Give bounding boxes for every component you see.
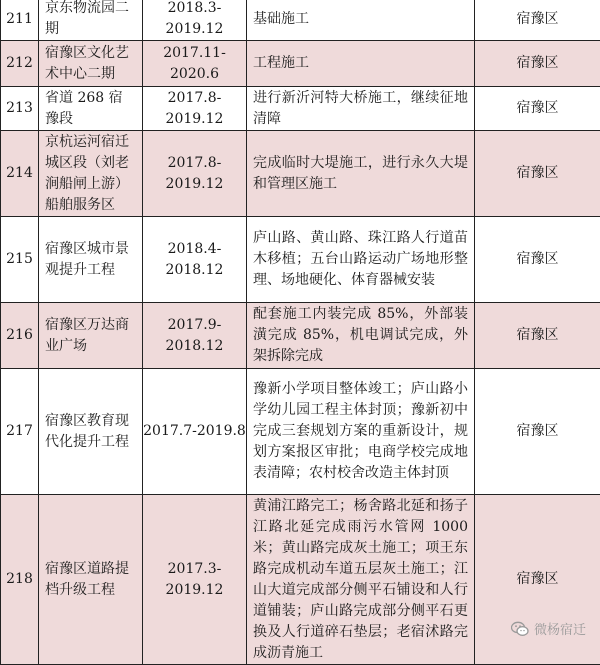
row-number-cell: 218 xyxy=(1,495,39,665)
project-name-cell: 京东物流园二期 xyxy=(39,0,143,41)
progress-cell: 完成临时大堤施工，进行永久大堤和管理区施工 xyxy=(247,131,475,217)
progress-cell: 庐山路、黄山路、珠江路人行道苗木移植；五台山路运动广场地形整理、场地硬化、体育器械安装 xyxy=(247,217,475,303)
progress-cell: 豫新小学项目整体竣工；庐山路小学幼儿园工程主体封顶；豫新初中完成三套规划方案的重新设计，规划方案报区审批；电商学校完成地表清障；农村校舍改造主体封顶 xyxy=(247,369,475,495)
construction-period-cell: 2017.11-2020.6 xyxy=(143,41,247,87)
table-row xyxy=(1,217,600,303)
watermark-text: 微杨宿迁 xyxy=(534,619,586,638)
project-name-cell: 宿豫区文化艺术中心二期 xyxy=(39,41,143,87)
table-row xyxy=(1,369,600,495)
construction-period-cell: 2017.3-2019.12 xyxy=(143,495,247,665)
region-cell: 宿豫区 xyxy=(475,41,600,87)
table-row xyxy=(1,41,600,87)
watermark xyxy=(511,619,586,638)
row-number-cell: 215 xyxy=(1,217,39,303)
wechat-icon xyxy=(511,621,529,637)
construction-period-cell: 2018.3-2019.12 xyxy=(143,0,247,41)
construction-period-cell: 2017.9-2018.12 xyxy=(143,303,247,369)
project-name-cell: 宿豫区道路提档升级工程 xyxy=(39,495,143,665)
row-number-cell: 212 xyxy=(1,41,39,87)
construction-period-cell: 2017.8-2019.12 xyxy=(143,87,247,131)
table-row xyxy=(1,303,600,369)
project-name-cell: 宿豫区万达商业广场 xyxy=(39,303,143,369)
progress-cell: 黄浦江路完工；杨舍路北延和扬子江路北延完成雨污水管网 1000 米；黄山路完成灰土施工；项王东路完成机动车道五层灰土施工；江山大道完成部分侧平石铺设和人行道铺装；庐山路完成部分侧平石更换及人行道碎石垫层；老宿沭路完成沥青施工 xyxy=(247,495,475,665)
row-number-cell: 211 xyxy=(1,0,39,41)
row-number-cell: 213 xyxy=(1,87,39,131)
construction-period-cell: 2017.7-2019.8 xyxy=(143,369,247,495)
construction-period-cell: 2018.4-2018.12 xyxy=(143,217,247,303)
project-name-cell: 宿豫区城市景观提升工程 xyxy=(39,217,143,303)
region-cell: 宿豫区 xyxy=(475,369,600,495)
region-cell: 宿豫区 xyxy=(475,217,600,303)
project-name-cell: 省道 268 宿豫段 xyxy=(39,87,143,131)
project-name-cell: 宿豫区教育现代化提升工程 xyxy=(39,369,143,495)
table-row xyxy=(1,495,600,665)
row-number-cell: 216 xyxy=(1,303,39,369)
table-row xyxy=(1,87,600,131)
region-cell: 宿豫区 xyxy=(475,495,600,665)
project-name-cell: 京杭运河宿迁城区段（刘老涧船闸上游）船舶服务区 xyxy=(39,131,143,217)
row-number-cell: 214 xyxy=(1,131,39,217)
region-cell: 宿豫区 xyxy=(475,0,600,41)
region-cell: 宿豫区 xyxy=(475,87,600,131)
region-cell: 宿豫区 xyxy=(475,131,600,217)
table-row xyxy=(1,131,600,217)
table-row xyxy=(1,0,600,41)
row-number-cell: 217 xyxy=(1,369,39,495)
progress-cell: 配套施工内装完成 85%，外部装潢完成 85%，机电调试完成，外架拆除完成 xyxy=(247,303,475,369)
table-body xyxy=(1,0,600,665)
progress-cell: 工程施工 xyxy=(247,41,475,87)
region-cell: 宿豫区 xyxy=(475,303,600,369)
progress-cell: 基础施工 xyxy=(247,0,475,41)
progress-cell: 进行新沂河特大桥施工，继续征地清障 xyxy=(247,87,475,131)
construction-period-cell: 2017.8-2019.12 xyxy=(143,131,247,217)
